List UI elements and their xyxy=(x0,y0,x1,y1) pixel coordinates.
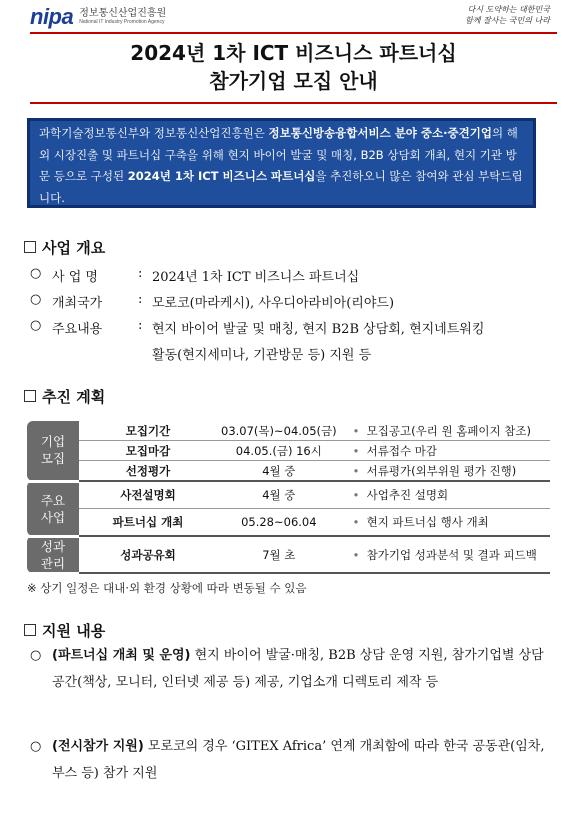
overview-sep: : xyxy=(138,292,143,307)
dot-bullet-icon: • xyxy=(352,515,360,529)
section-overview-title: 사업 개요 xyxy=(42,239,106,257)
slogan xyxy=(465,4,550,26)
logo-text xyxy=(79,9,166,25)
logo-english-name: National IT Industry Promotion Agency xyxy=(79,19,165,25)
schedule-date: 04.05.(금) 16시 xyxy=(235,443,322,458)
schedule-item: 성과공유회 xyxy=(79,536,217,573)
table-row xyxy=(27,481,550,509)
dot-bullet-icon: • xyxy=(352,423,360,438)
schedule-desc-cell xyxy=(341,509,550,537)
slogan-line2: 함께 잘사는 국민의 나라 xyxy=(465,16,550,25)
checkbox-square-icon xyxy=(24,241,36,253)
dot-bullet-icon: • xyxy=(352,463,360,478)
table-row xyxy=(27,461,550,482)
support-item-text xyxy=(52,733,554,787)
schedule-item: 모집마감 xyxy=(125,443,171,458)
table-row xyxy=(27,421,550,441)
schedule-date: 05.28~06.04 xyxy=(241,515,317,529)
circle-bullet-icon: ○ xyxy=(30,739,42,754)
nipa-logo xyxy=(30,4,166,30)
schedule-desc-cell xyxy=(341,421,550,441)
intro-bold-target: 정보통신방송융합서비스 분야 중소·중견기업 xyxy=(268,126,492,140)
section-plan-heading xyxy=(24,386,105,407)
schedule-item: 사전설명회 xyxy=(79,481,217,509)
support-item-title: (전시참가 지원) xyxy=(52,739,144,754)
page-header xyxy=(0,0,586,34)
schedule-date: 7월 초 xyxy=(217,536,341,573)
overview-continuation: 활동(현지세미나, 기관방문 등) 지원 등 xyxy=(152,348,372,363)
title-line-1: 2024년 1차 ICT 비즈니스 파트너십 xyxy=(130,41,457,65)
schedule-desc: 사업추진 설명회 xyxy=(366,488,449,502)
schedule-note: ※ 상기 일정은 대내·외 환경 상황에 따라 변동될 수 있음 xyxy=(27,581,307,595)
support-item-body: 모로코의 경우 ‘GITEX Africa’ 연계 개최함에 따라 한국 공동관(임차, 부스 등) 참가 지원 xyxy=(52,739,545,781)
intro-bold-program: 2024년 1차 ICT 비즈니스 파트너십 xyxy=(127,169,316,183)
overview-row xyxy=(30,292,394,311)
overview-value: 모로코(마라케시), 사우디아라비아(리야드) xyxy=(152,296,395,311)
intro-box xyxy=(27,118,536,208)
intro-text: 과학기술정보통신부와 정보통신산업진흥원은 xyxy=(39,126,269,140)
dot-bullet-icon: • xyxy=(352,488,360,502)
support-item-body: 현지 바이어 발굴·매칭, B2B 상담 운영 지원, 참가기업별 상담 공간(책상, 모니터, 인터넷 제공 등) 제공, 기업소개 디렉토리 제작 등 xyxy=(52,648,544,690)
overview-sep: : xyxy=(138,318,143,333)
schedule-desc: 서류평가(외부위원 평가 진행) xyxy=(366,463,517,478)
group-label: 주요 사업 xyxy=(27,481,79,536)
schedule-desc: 현지 파트너십 행사 개최 xyxy=(366,515,489,529)
checkbox-square-icon xyxy=(24,390,36,402)
section-overview-heading xyxy=(24,237,105,258)
schedule-item: 모집기간 xyxy=(125,423,171,438)
circle-bullet-icon: ○ xyxy=(30,318,42,333)
overview-label: 개최국가 xyxy=(52,296,103,311)
table-row xyxy=(27,441,550,461)
schedule-table xyxy=(27,421,550,575)
section-support-title: 지원 내용 xyxy=(42,622,106,640)
schedule-date: 4월 중 xyxy=(217,481,341,509)
section-plan-title: 추진 계획 xyxy=(42,388,106,406)
overview-row xyxy=(30,318,484,337)
overview-label: 주요내용 xyxy=(52,322,103,337)
schedule-desc: 모집공고(우리 원 홈페이지 참조) xyxy=(366,423,532,438)
schedule-desc-cell xyxy=(341,536,550,573)
schedule-date: 03.07(목)~04.05(금) xyxy=(221,423,337,438)
schedule-desc-cell xyxy=(341,461,550,482)
schedule-date: 4월 중 xyxy=(262,463,296,478)
group-label: 기업 모집 xyxy=(27,421,79,481)
intro-text: 을 추진하오니 많은 참여와 관심 부탁드립니다. xyxy=(39,169,523,205)
support-item-text xyxy=(52,642,554,696)
schedule-item: 선정평가 xyxy=(125,463,171,478)
circle-bullet-icon: ○ xyxy=(30,292,42,307)
support-item xyxy=(30,642,554,696)
overview-label: 사 업 명 xyxy=(52,270,98,285)
circle-bullet-icon: ○ xyxy=(30,266,42,281)
schedule-desc-cell xyxy=(341,481,550,509)
overview-value: 현지 바이어 발굴 및 매칭, 현지 B2B 상담회, 현지네트워킹 xyxy=(152,322,485,337)
title-line-2: 참가기업 모집 안내 xyxy=(209,69,378,93)
checkbox-square-icon xyxy=(24,624,36,636)
overview-sep: : xyxy=(138,266,143,281)
table-row xyxy=(27,509,550,537)
table-row xyxy=(27,536,550,573)
intro-text: 의 해외 시장진출 및 파트너십 구축을 위해 현지 바이어 발굴 및 매칭, B2B 상담회 개최, 현지 기관 방문 등으로 구성된 xyxy=(39,126,518,183)
overview-row xyxy=(30,266,359,285)
schedule-desc: 참가기업 성과분석 및 결과 피드백 xyxy=(366,547,537,562)
logo-mark: nipa xyxy=(30,4,74,29)
section-support-heading xyxy=(24,620,105,641)
document-title xyxy=(30,32,557,104)
slogan-line1: 다시 도약하는 대한민국 xyxy=(467,5,550,14)
overview-value: 2024년 1차 ICT 비즈니스 파트너십 xyxy=(152,270,360,285)
group-label: 성과 관리 xyxy=(27,536,79,573)
schedule-item: 파트너십 개최 xyxy=(112,515,184,529)
dot-bullet-icon: • xyxy=(352,443,360,458)
schedule-desc-cell xyxy=(341,441,550,461)
logo-korean-name: 정보통신산업진흥원 xyxy=(79,8,167,19)
dot-bullet-icon: • xyxy=(352,547,360,562)
circle-bullet-icon: ○ xyxy=(30,648,42,663)
support-item-title: (파트너십 개최 및 운영) xyxy=(52,648,191,663)
support-item xyxy=(30,733,554,787)
schedule-desc: 서류접수 마감 xyxy=(366,443,437,458)
